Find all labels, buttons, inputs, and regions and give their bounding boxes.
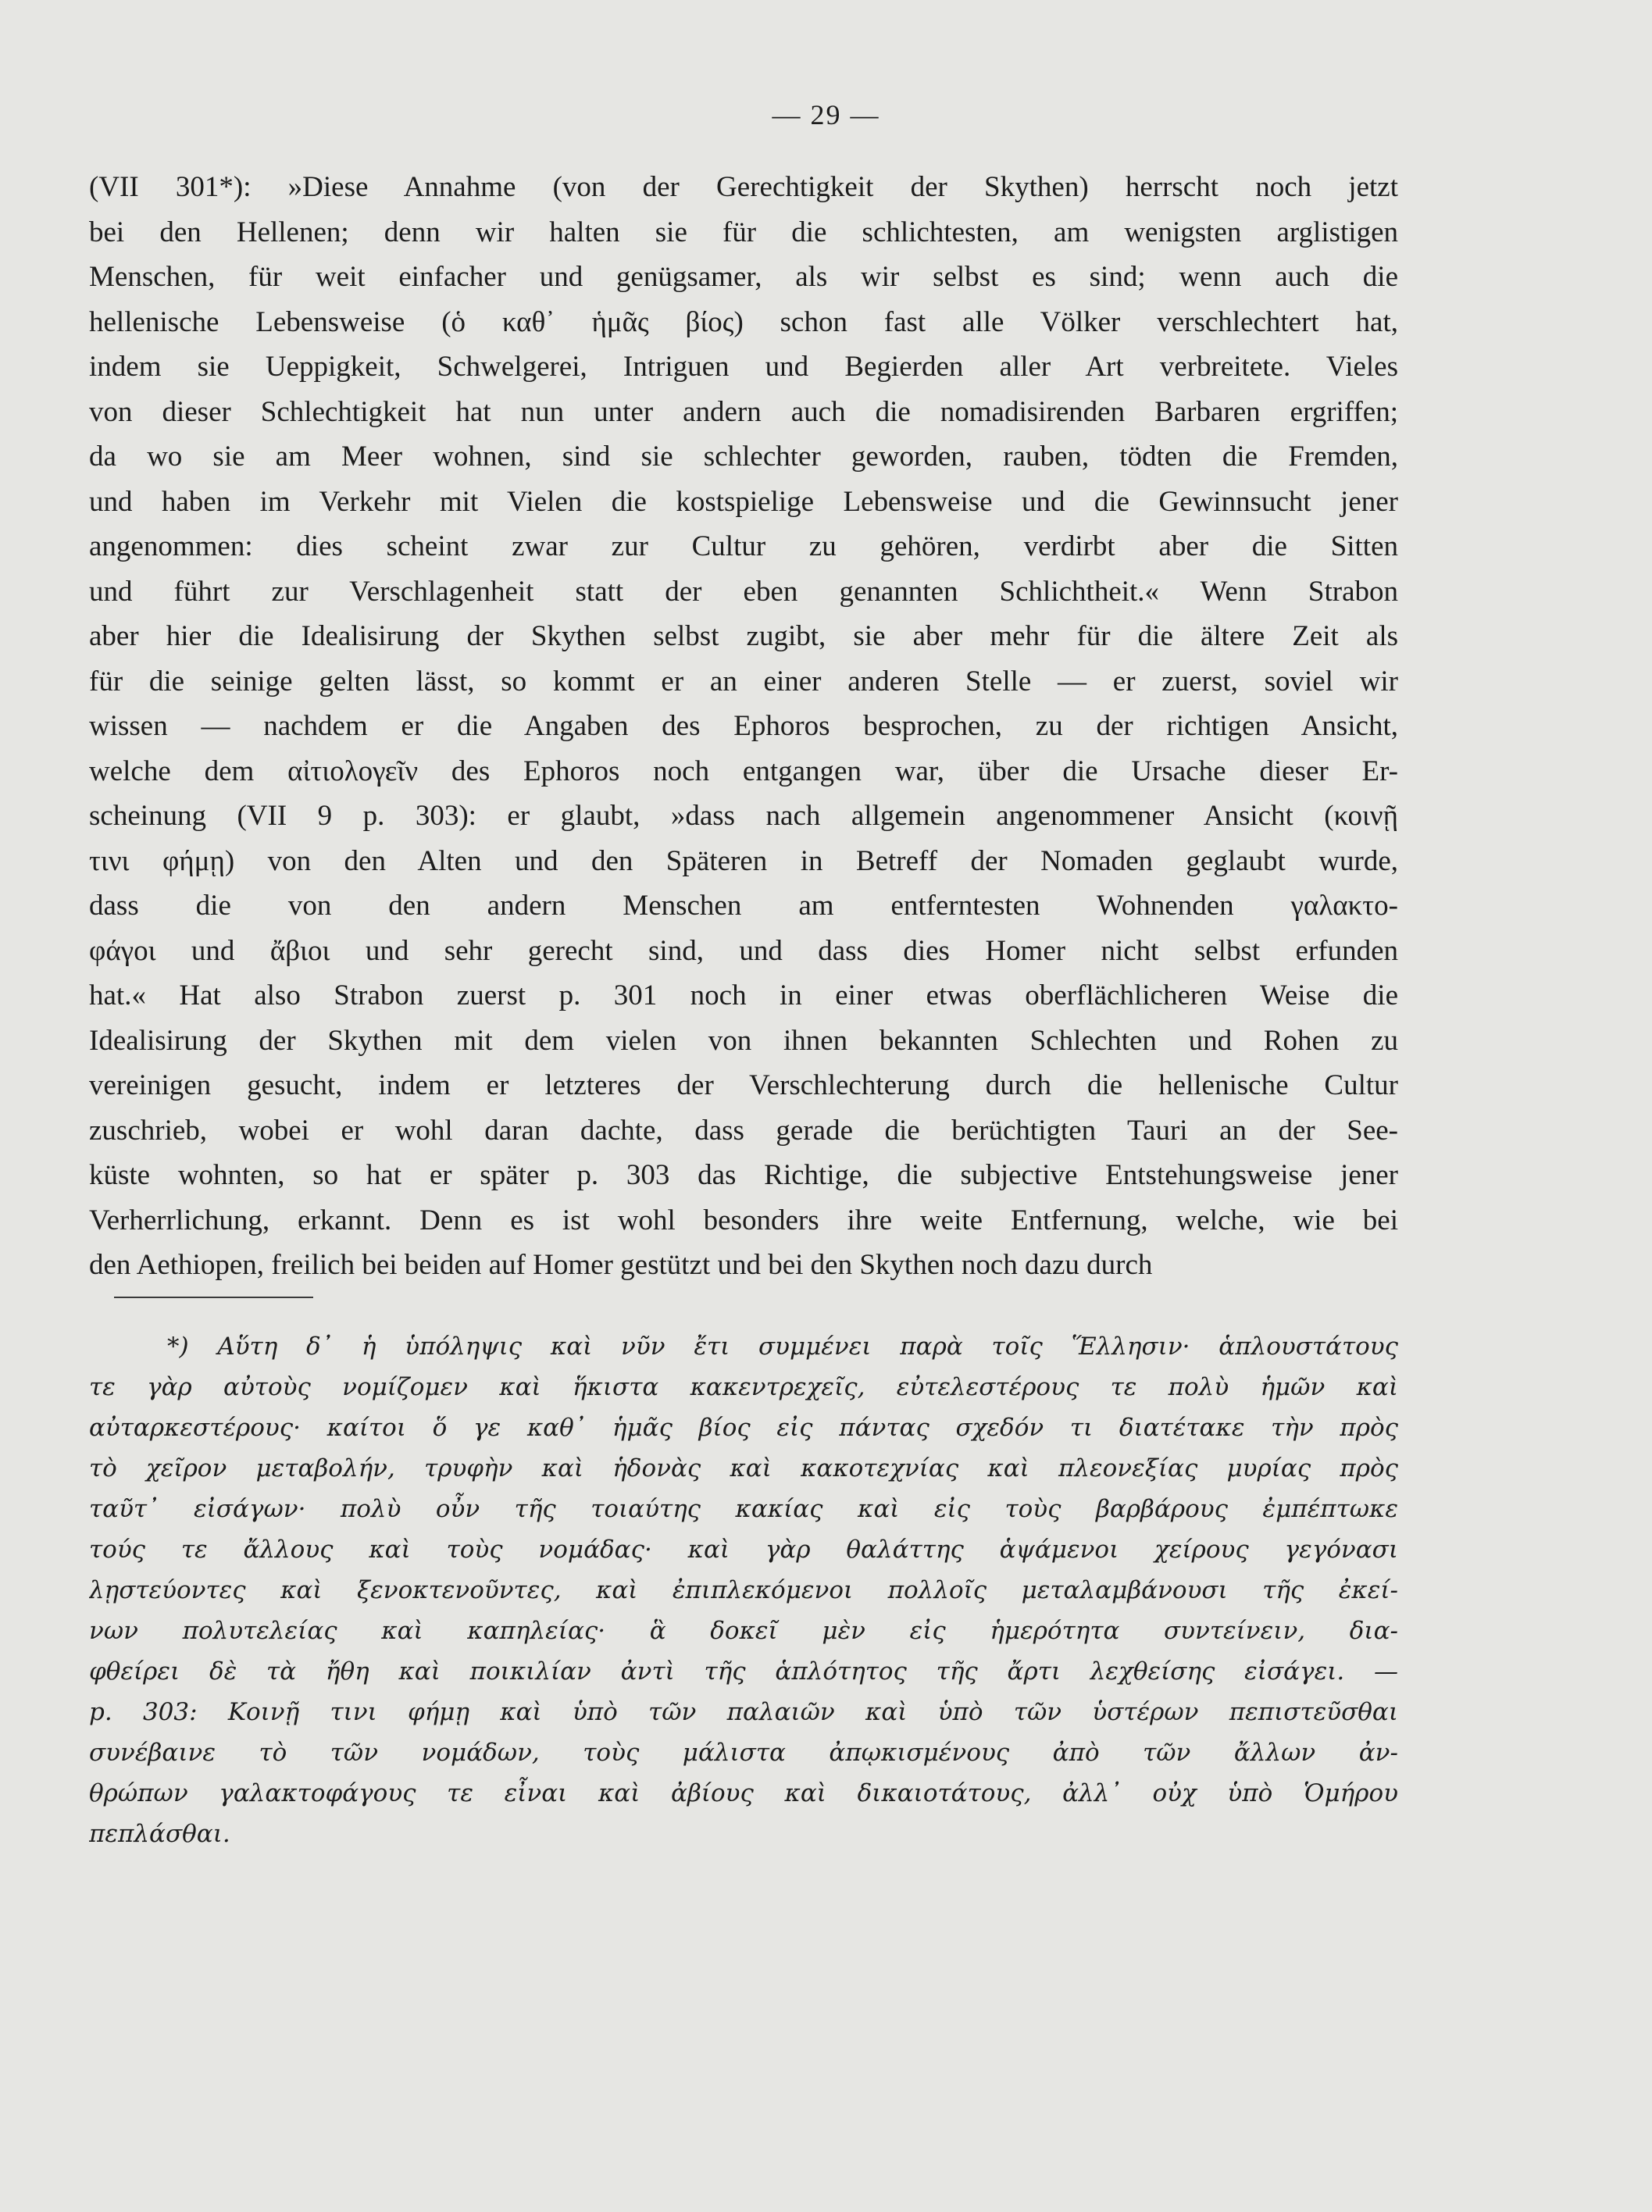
- footnote-line: φθείρει δὲ τὰ ἤθη καὶ ποικιλίαν ἀντὶ τῆς ἁπλότητος τῆς ἄρτι λεχθείσης εἰσάγει. —: [89, 1657, 1398, 1686]
- text-line: φάγοι und ἄβιοι und sehr gerecht sind, und dass dies Homer nicht selbst erfunden: [89, 935, 1398, 967]
- text-line: bei den Hellenen; denn wir halten sie für die schlichtesten, am wenigsten arglistigen: [89, 216, 1398, 248]
- footnote-divider: [114, 1297, 313, 1298]
- text-line: und führt zur Verschlagenheit statt der eben genannten Schlichtheit.« Wenn Strabon: [89, 576, 1398, 608]
- text-line: und haben im Verkehr mit Vielen die kostspielige Lebensweise und die Gewinnsucht jener: [89, 486, 1398, 518]
- text-line: hat.« Hat also Strabon zuerst p. 301 noch in einer etwas oberflächlicheren Weise die: [89, 979, 1398, 1011]
- text-line: Idealisirung der Skythen mit dem vielen von ihnen bekannten Schlechten und Rohen zu: [89, 1025, 1398, 1057]
- text-line: dass die von den andern Menschen am entferntesten Wohnenden γαλακτο-: [89, 890, 1398, 922]
- text-line: welche dem αἰτιολογεῖν des Ephoros noch entgangen war, über die Ursache dieser Er-: [89, 755, 1398, 787]
- footnote-line: θρώπων γαλακτοφάγους τε εἶναι καὶ ἀβίους καὶ δικαιοτάτους, ἀλλ᾽ οὐχ ὑπὸ Ὁμήρου: [89, 1779, 1398, 1807]
- footnote-line: *) Αὕτη δ᾽ ἡ ὑπόληψις καὶ νῦν ἔτι συμμένει παρὰ τοῖς Ἕλλησιν· ἁπλουστάτους: [167, 1333, 1398, 1361]
- footnote-line: νων πολυτελείας καὶ καπηλείας· ἃ δοκεῖ μὲν εἰς ἡμερότητα συντείνειν, δια-: [89, 1617, 1398, 1645]
- text-line: angenommen: dies scheint zwar zur Cultur zu gehören, verdirbt aber die Sitten: [89, 530, 1398, 562]
- footnote-line: p. 303: Κοινῇ τινι φήμῃ καὶ ὑπὸ τῶν παλαιῶν καὶ ὑπὸ τῶν ὑστέρων πεπιστεῦσθαι: [89, 1698, 1398, 1726]
- text-line: da wo sie am Meer wohnen, sind sie schlechter geworden, rauben, tödten die Fremden,: [89, 441, 1398, 473]
- text-line: für die seinige gelten lässt, so kommt er an einer anderen Stelle — er zuerst, soviel wir: [89, 665, 1398, 697]
- text-line: küste wohnten, so hat er später p. 303 das Richtige, die subjective Entstehungsweise jener: [89, 1159, 1398, 1191]
- text-line: aber hier die Idealisirung der Skythen selbst zugibt, sie aber mehr für die ältere Zeit als: [89, 620, 1398, 652]
- footnote-line: τε γὰρ αὐτοὺς νομίζομεν καὶ ἥκιστα κακεντρεχεῖς, εὐτελεστέρους τε πολὺ ἡμῶν καὶ: [89, 1373, 1398, 1401]
- text-line: indem sie Ueppigkeit, Schwelgerei, Intriguen und Begierden aller Art verbreitete. Vieles: [89, 351, 1398, 383]
- footnote-line: συνέβαινε τὸ τῶν νομάδων, τοὺς μάλιστα ἀπῳκισμένους ἀπὸ τῶν ἄλλων ἀν-: [89, 1739, 1398, 1767]
- footnote-line: τὸ χεῖρον μεταβολήν, τρυφὴν καὶ ἡδονὰς καὶ κακοτεχνίας καὶ πλεονεξίας μυρίας πρὸς: [89, 1454, 1398, 1482]
- text-line: (VII 301*): »Diese Annahme (von der Gerechtigkeit der Skythen) herrscht noch jetzt: [89, 171, 1398, 203]
- page-number: — 29 —: [772, 99, 880, 130]
- footnote-line: τούς τε ἄλλους καὶ τοὺς νομάδας· καὶ γὰρ θαλάττης ἁψάμενοι χείρους γεγόνασι: [89, 1536, 1398, 1564]
- footnote-line: αὐταρκεστέρους· καίτοι ὅ γε καθ᾽ ἡμᾶς βίος εἰς πάντας σχεδόν τι διατέτακε τὴν πρὸς: [89, 1414, 1398, 1442]
- text-line: von dieser Schlechtigkeit hat nun unter andern auch die nomadisirenden Barbaren ergriffen;: [89, 396, 1398, 428]
- text-line: Verherrlichung, erkannt. Denn es ist wohl besonders ihre weite Entfernung, welche, wie bei: [89, 1204, 1398, 1236]
- footnote-line: λῃστεύοντες καὶ ξενοκτενοῦντες, καὶ ἐπιπλεκόμενοι πολλοῖς μεταλαμβάνουσι τῆς ἐκεί-: [89, 1576, 1398, 1604]
- text-line: zuschrieb, wobei er wohl daran dachte, dass gerade die berüchtigten Tauri an der See-: [89, 1115, 1398, 1147]
- text-line: Menschen, für weit einfacher und genügsamer, als wir selbst es sind; wenn auch die: [89, 261, 1398, 293]
- text-line: hellenische Lebensweise (ὁ καθ᾽ ἡμᾶς βίος) schon fast alle Völker verschlechtert hat,: [89, 306, 1398, 338]
- footnote-line: πεπλάσθαι.: [89, 1820, 230, 1848]
- text-line: τινι φήμῃ) von den Alten und den Späteren in Betreff der Nomaden geglaubt wurde,: [89, 845, 1398, 877]
- text-line: wissen — nachdem er die Angaben des Ephoros besprochen, zu der richtigen Ansicht,: [89, 710, 1398, 742]
- text-line: scheinung (VII 9 p. 303): er glaubt, »dass nach allgemein angenommener Ansicht (κοινῇ: [89, 800, 1398, 832]
- footnote-line: ταῦτ᾽ εἰσάγων· πολὺ οὖν τῆς τοιαύτης κακίας καὶ εἰς τοὺς βαρβάρους ἐμπέπτωκε: [89, 1495, 1398, 1523]
- text-line: vereinigen gesucht, indem er letzteres der Verschlechterung durch die hellenische Cultur: [89, 1069, 1398, 1101]
- text-line: den Aethiopen, freilich bei beiden auf Homer gestützt und bei den Skythen noch dazu durch: [89, 1249, 1153, 1281]
